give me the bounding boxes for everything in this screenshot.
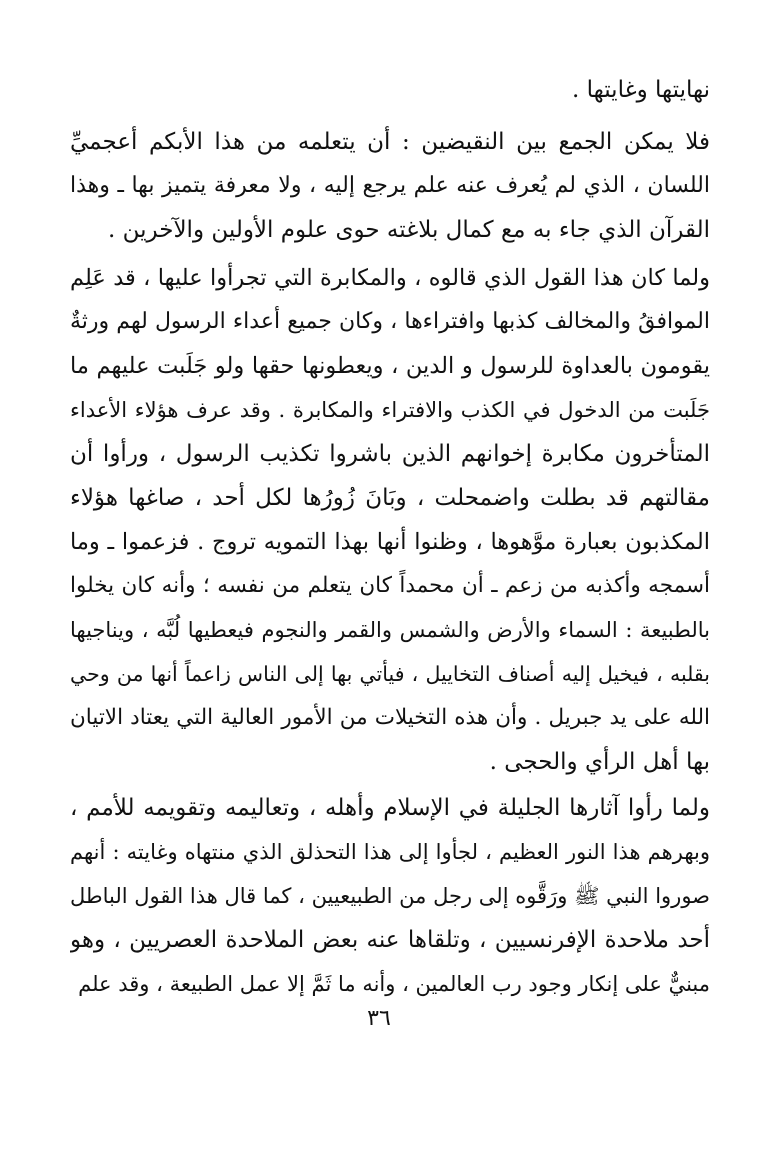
text-line: الموافقُ والمخالف كذبها وافتراءها ، وكان جميع أعداء الرسول لهم ورثةٌ [70,309,710,334]
document-page [70,68,710,1128]
text-line: القرآن الذي جاء به مع كمال بلاغته حوى علوم الأولين والآخرين . [108,217,710,243]
text-line: يقومون بالعداوة للرسول و الدين ، ويعطونها حقها ولو جَلَبت عليهم ما [70,353,710,379]
text-line: الله على يد جبريل . وأن هذه التخيلات من الأمور العالية التي يعتاد الاتيان [70,705,710,730]
text-line: أحد ملاحدة الإفرنسيين ، وتلقاها عنه بعض الملاحدة العصريين ، وهو [70,927,710,953]
page-number: ٣٦ [367,1006,391,1031]
text-line: بقلبه ، فيخيل إليه أصناف التخاييل ، فيأتي بها إلى الناس زاعماً أنها من وحي [70,662,710,686]
text-line: صوروا النبي ﷺ ورَقَّوه إلى رجل من الطبيعيين ، كما قال هذا القول الباطل [70,884,710,908]
text-line: اللسان ، الذي لم يُعرف عنه علم يرجع إليه ، ولا معرفة يتميز بها ـ وهذا [70,173,710,198]
text-line: المكذبون بعبارة موَّهوها ، وظنوا أنها بهذا التمويه تروج . فزعموا ـ وما [70,529,710,555]
text-line: المتأخرون مكابرة إخوانهم الذين باشروا تكذيب الرسول ، ورأوا أن [70,441,710,467]
text-line: نهايتها وغايتها . [572,77,710,103]
text-line: مبنيٌّ على إنكار وجود رب العالمين ، وأنه ما ثَمَّ إلا عمل الطبيعة ، وقد علم [78,972,710,996]
text-line: وبهرهم هذا النور العظيم ، لجأوا إلى هذا التحذلق الذي منتهاه وغايته : أنهم [70,840,710,864]
text-line: مقالتهم قد بطلت واضمحلت ، وبَانَ زُورُها لكل أحد ، صاغها هؤلاء [70,485,710,511]
text-line: فلا يمكن الجمع بين النقيضين : أن يتعلمه من هذا الأبكم أعجميِّ [70,129,710,155]
text-line: ولما كان هذا القول الذي قالوه ، والمكابرة التي تجرأوا عليها ، قد عَلِم [70,265,710,291]
text-line: بالطبيعة : السماء والأرض والشمس والقمر والنجوم فيعطيها لُبَّه ، ويناجيها [70,618,710,642]
text-line: بها أهل الرأي والحجى . [489,749,710,775]
text-line: ولما رأوا آثارها الجليلة في الإسلام وأهله ، وتعاليمه وتقويمه للأمم ، [70,795,710,821]
text-line: أسمجه وأكذبه من زعم ـ أن محمداً كان يتعلم من نفسه ؛ وأنه كان يخلوا [70,573,710,598]
text-line: جَلَبت من الدخول في الكذب والافتراء والمكابرة . وقد عرف هؤلاء الأعداء [70,398,710,422]
